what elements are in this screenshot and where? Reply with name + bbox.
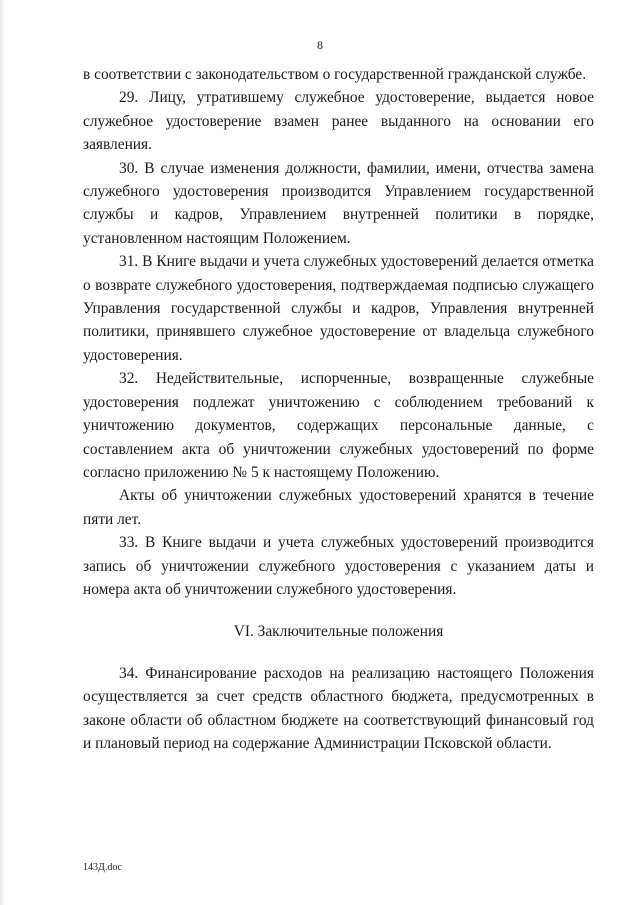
section-heading: VI. Заключительные положения [233, 623, 444, 641]
paragraph-30: 30. В случае изменения должности, фамилии, имени, отчества замена служебного удостоверения производится Управлением государственной службы и кадров, Управлением внутренней политики в порядке, установленном настоящим Положением. [83, 159, 594, 247]
document-body [83, 63, 594, 755]
paragraph-31: 31. В Книге выдачи и учета служебных удостоверений делается отметка о возврате служебного удостоверения, подтверждаемая подписью служащего Управления государственной службы и кадров, Управления внутренней политики, принявшего служебное удостоверение от владельца служебного удостоверения. [83, 253, 594, 364]
paragraph-33: 33. В Книге выдачи и учета служебных удостоверений производится запись об уничтожении служебного удостоверения с указанием даты и номера акта об уничтожении служебного удостоверения. [83, 534, 594, 598]
paragraph-continuation: в соответствии с законодательством о государственной гражданской службе. [83, 66, 587, 83]
file-name-footer: 143Д.doc [83, 862, 122, 873]
page-number: 8 [317, 38, 323, 52]
paragraph-32-acts: Акты об уничтожении служебных удостоверений хранятся в течение пяти лет. [83, 487, 594, 528]
scan-edge [0, 0, 5, 905]
paragraph-29: 29. Лицу, утратившему служебное удостоверение, выдается новое служебное удостоверение взамен ранее выданного на основании его заявления. [83, 89, 594, 154]
paragraph-34: 34. Финансирование расходов на реализацию настоящего Положения осуществляется за счет средств областного бюджета, предусмотренных в законе области об областном бюджете на соответствующий финансовый год и плановый период на содержание Администрации Псковской области. [83, 664, 594, 752]
paragraph-32: 32. Недействительные, испорченные, возвращенные служебные удостоверения подлежат уничтожению с соблюдением требований к уничтожению документов, содержащих персональные данные, с составлением акта об уничтожении служебных удостоверений по форме согласно приложению № 5 к настоящему Положению. [83, 370, 594, 481]
